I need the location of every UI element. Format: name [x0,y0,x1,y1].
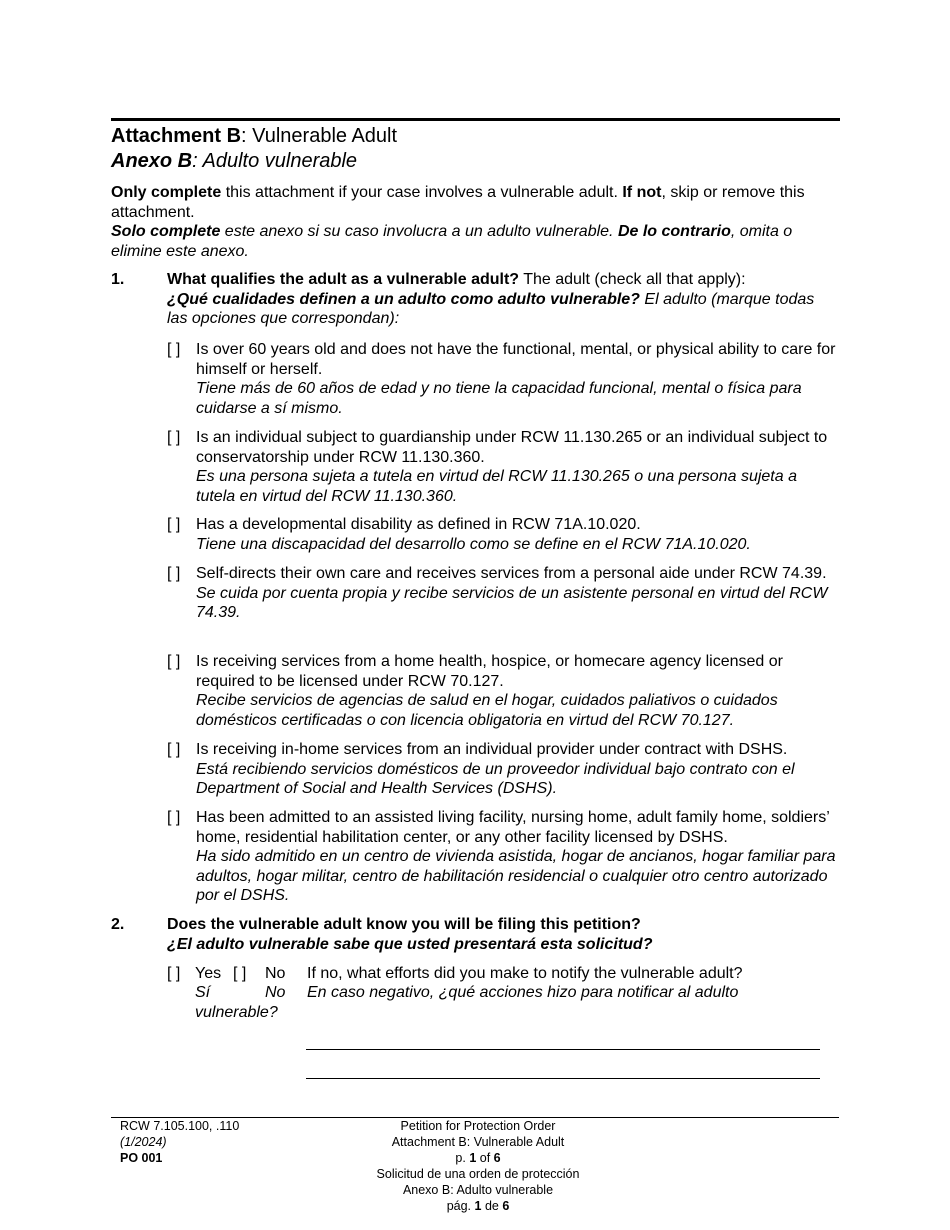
followup-english: If no, what efforts did you make to notify the vulnerable adult? [307,965,743,982]
checkbox[interactable]: [ ] [167,653,181,670]
intro-spanish: Solo complete este anexo si su caso involucra a un adulto vulnerable. De lo contrario, omita o elimine este anexo. [111,223,793,260]
checkbox[interactable]: [ ] [167,341,181,358]
yes-label: Yes [195,965,222,982]
checkbox[interactable]: [ ] [167,429,181,446]
followup-spanish: En caso negativo, ¿qué acciones hizo para notificar al adulto [307,984,739,1001]
title-spanish: Anexo B: Adulto vulnerable [111,150,358,172]
option-developmental-disability: [ ] Has a developmental disability as defined in RCW 71A.10.020. Tiene una discapacidad del desarrollo como se define en el RCW 71A.10.020. [167,516,751,553]
yes-checkbox[interactable]: [ ] [167,965,181,982]
footer-center: Petition for Protection Order Attachment B: Vulnerable Adult p. 1 of 6 Solicitud de una orden de protección Anexo B: Adulto vulnerable pág. 1 de 6 [376,1119,580,1213]
checkbox[interactable]: [ ] [167,565,181,582]
answer-line-1[interactable] [306,1049,820,1050]
option-in-home-services: [ ] Is receiving in-home services from an individual provider under contract with DSHS. Está recibiendo servicios domésticos de un proveedor individual bajo contrato con el Department of Social and Health Services (DSHS). [167,741,795,797]
option-facility: [ ] Has been admitted to an assisted living facility, nursing home, adult family home, soldiers’ home, residential habilitation center, or any other facility licensed by DSHS. Ha sido admitido en un centro de vivienda asistida, hogar de ancianos, hogar familiar para adultos, hogar militar, centro de habilitación residencial o cualquier otro centro autorizado por el DSHS. [167,809,836,904]
question-2-number: 2. [111,916,125,933]
no-label: No [265,965,286,982]
checkbox[interactable]: [ ] [167,516,181,533]
question-1-number: 1. [111,271,125,288]
question-2-text: Does the vulnerable adult know you will be filing this petition? ¿El adulto vulnerable sabe que usted presentará esta solicitud? [167,916,653,953]
option-guardianship: [ ] Is an individual subject to guardianship under RCW 11.130.265 or an individual subject to conservatorship under RCW 11.130.360. Es una persona sujeta a tutela en virtud del RCW 11.130.265 o una persona sujeta a tutela en virtud del RCW 11.130.360. [167,429,828,505]
option-over-60: [ ] Is over 60 years old and does not have the functional, mental, or physical ability to care for himself or herself. Tiene más de 60 años de edad y no tiene la capacidad funcional, mental o física para cuidarse a sí mismo. [167,341,836,417]
top-rule [111,118,840,121]
checkbox[interactable]: [ ] [167,809,181,826]
no-label-spanish: No [265,984,286,1001]
title-english: Attachment B: Vulnerable Adult [111,125,398,147]
option-home-health: [ ] Is receiving services from a home health, hospice, or homecare agency licensed or required to be licensed under RCW 70.127. Recibe servicios de agencias de salud en el hogar, cuidados paliativos o cuidados domésticos certificadas o con licencia obligatoria en virtud del RCW 70.127. [167,653,783,729]
option-self-directs-care: [ ] Self-directs their own care and receives services from a personal aide under RCW 74.39. Se cuida por cuenta propia y recibe servicios de un asistente personal en virtud del RCW 74.39. [167,565,828,621]
footer-left: RCW 7.105.100, .110 (1/2024) PO 001 [120,1119,240,1165]
checkbox[interactable]: [ ] [167,741,181,758]
followup-spanish-cont: vulnerable? [195,1004,278,1021]
answer-line-2[interactable] [306,1078,820,1079]
question-1-text: What qualifies the adult as a vulnerable adult? The adult (check all that apply): ¿Qué cualidades definen a un adulto como adulto vulnerable? El adulto (marque todas las opciones que correspondan): [167,271,815,327]
no-checkbox[interactable]: [ ] [233,965,247,982]
intro-text [111,183,839,261]
si-label: Sí [195,984,211,1001]
intro-english: Only complete this attachment if your case involves a vulnerable adult. If not, skip or remove this attachment. [111,184,805,221]
